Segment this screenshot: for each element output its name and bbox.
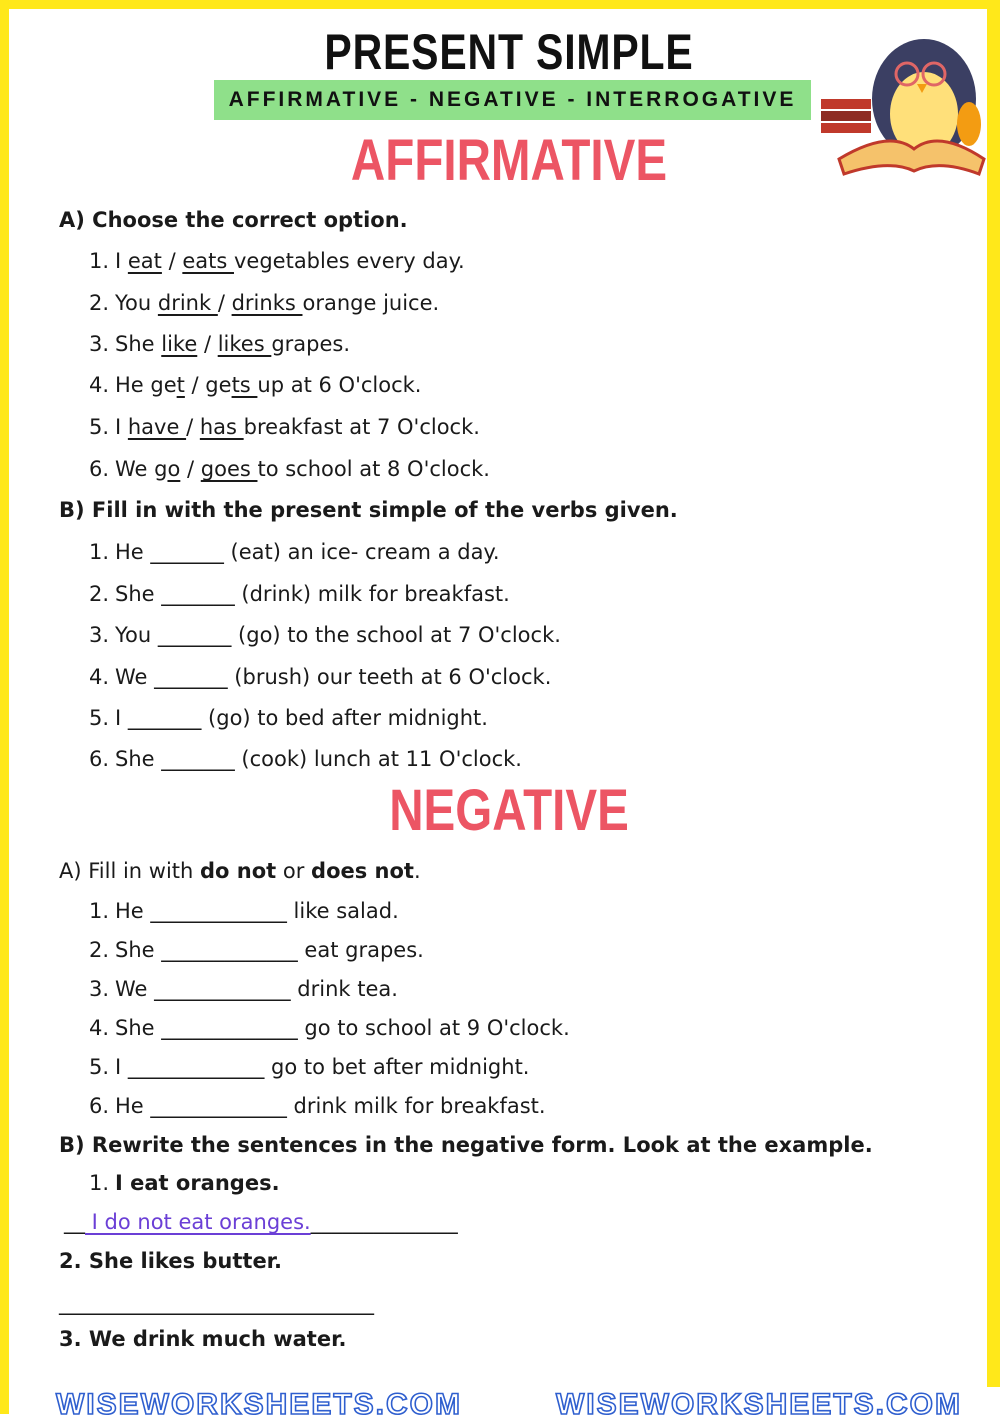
item-pre: We g (115, 457, 168, 481)
instruction-text: A) Fill in with (59, 859, 201, 883)
example-answer: I do not eat oranges. (85, 1210, 311, 1234)
item-text: We _______ (brush) our teeth at 6 O'clock. (115, 665, 552, 689)
negative-b-item-3: 3. We drink much water. (59, 1327, 347, 1351)
option-separator: / ge (184, 373, 232, 397)
option-separator: / (186, 415, 200, 439)
fill-in-item[interactable] (87, 538, 500, 566)
fill-in-item[interactable] (87, 1092, 546, 1120)
item-post: to school at 8 O'clock. (257, 457, 490, 481)
item-text: You _______ (go) to the school at 7 O'clock. (115, 623, 561, 647)
fill-in-item[interactable] (87, 745, 522, 773)
item-pre: He ge (115, 373, 177, 397)
item-number: 3. (88, 623, 109, 647)
instruction-bold-do-not: do not (200, 859, 277, 883)
item-number: 4. (88, 373, 109, 397)
option-1[interactable]: eat (127, 249, 162, 273)
item-text: I _______ (go) to bed after midnight. (115, 706, 488, 730)
item-number: 1. (88, 249, 109, 273)
option-1[interactable]: t (176, 373, 185, 397)
choice-item (87, 247, 465, 275)
option-separator: / (217, 291, 232, 315)
item-pre: She (115, 332, 162, 356)
item-number: 2. (88, 582, 109, 606)
choice-item (87, 455, 490, 483)
item-text: He _______ (eat) an ice- cream a day. (115, 540, 500, 564)
item-number: 1. (88, 540, 109, 564)
item-number: 3. (88, 332, 109, 356)
affirmative-heading: AFFIRMATIVE (350, 128, 668, 193)
option-1[interactable]: o (167, 457, 181, 481)
item-text: I _____________ go to bet after midnight. (115, 1055, 530, 1079)
affirmative-b-instruction: B) Fill in with the present simple of the verbs given. (59, 498, 678, 522)
instruction-text: or (276, 859, 312, 883)
fill-in-item[interactable] (87, 704, 488, 732)
item-pre: I (115, 415, 128, 439)
fill-in-item[interactable] (87, 621, 561, 649)
negative-b-item-2: 2. She likes butter. (59, 1249, 283, 1273)
fill-in-item[interactable] (87, 975, 398, 1003)
negative-b-instruction: B) Rewrite the sentences in the negative form. Look at the example. (59, 1133, 873, 1157)
item-text: I eat oranges. (115, 1171, 280, 1195)
fill-in-item[interactable] (87, 580, 510, 608)
choice-item (87, 371, 421, 399)
option-separator: / (180, 457, 201, 481)
instruction-bold-does-not: does not (311, 859, 414, 883)
choice-item (87, 413, 480, 441)
option-1[interactable]: drink (157, 291, 218, 315)
footer-brand: WISEWORKSHEETS.COM (55, 1388, 462, 1421)
option-2[interactable]: drinks (231, 291, 303, 315)
answer-blank: __ (64, 1210, 85, 1234)
item-text: She _____________ eat grapes. (115, 938, 424, 962)
item-text: We _____________ drink tea. (115, 977, 398, 1001)
negative-a-instruction (59, 857, 421, 885)
option-2[interactable]: likes (217, 332, 272, 356)
item-number: 5. (88, 415, 109, 439)
fill-in-item[interactable] (87, 663, 551, 691)
answer-blank: ______________ (310, 1210, 458, 1234)
option-1[interactable]: have (127, 415, 187, 439)
item-text: She _______ (drink) milk for breakfast. (115, 582, 510, 606)
fill-in-item[interactable] (87, 897, 399, 925)
option-2[interactable]: eats (182, 249, 234, 273)
item-text: She _______ (cook) lunch at 11 O'clock. (115, 747, 522, 771)
item-post: up at 6 O'clock. (257, 373, 422, 397)
item-text: He _____________ drink milk for breakfast. (115, 1094, 546, 1118)
item-number: 1. (88, 899, 109, 923)
item-pre: I (115, 249, 128, 273)
footer-brand: WISEWORKSHEETS.COM (555, 1388, 962, 1421)
item-number: 1. (88, 1171, 109, 1195)
item-post: breakfast at 7 O'clock. (243, 415, 480, 439)
page-title: PRESENT SIMPLE (324, 24, 694, 80)
fill-in-item[interactable] (87, 936, 424, 964)
item-number: 2. (88, 938, 109, 962)
item-post: grapes. (271, 332, 351, 356)
answer-line-2[interactable]: ______________________________ (59, 1291, 374, 1315)
item-number: 5. (88, 706, 109, 730)
choice-item (87, 330, 350, 358)
item-number: 2. (88, 291, 109, 315)
item-text: She _____________ go to school at 9 O'clock. (115, 1016, 570, 1040)
item-number: 3. (88, 977, 109, 1001)
option-2[interactable]: has (199, 415, 244, 439)
subtitle-banner: AFFIRMATIVE - NEGATIVE - INTERROGATIVE (214, 80, 811, 120)
negative-b-item-1 (87, 1169, 280, 1197)
option-2[interactable]: ts (231, 373, 258, 397)
choice-item (87, 289, 439, 317)
negative-heading: NEGATIVE (389, 778, 629, 843)
item-number: 4. (88, 1016, 109, 1040)
option-separator: / (161, 249, 183, 273)
item-number: 4. (88, 665, 109, 689)
item-number: 6. (88, 747, 109, 771)
option-separator: / (197, 332, 218, 356)
item-post: vegetables every day. (233, 249, 465, 273)
item-text: He _____________ like salad. (115, 899, 399, 923)
example-answer-line (64, 1208, 458, 1236)
item-number: 5. (88, 1055, 109, 1079)
footer-watermark (9, 1387, 1000, 1423)
option-1[interactable]: like (161, 332, 198, 356)
item-post: orange juice. (302, 291, 440, 315)
affirmative-a-instruction: A) Choose the correct option. (59, 208, 408, 232)
fill-in-item[interactable] (87, 1053, 529, 1081)
item-pre: You (115, 291, 158, 315)
item-number: 6. (88, 1094, 109, 1118)
option-2[interactable]: goes (200, 457, 258, 481)
fill-in-item[interactable] (87, 1014, 570, 1042)
item-number: 6. (88, 457, 109, 481)
instruction-text: . (413, 859, 421, 883)
